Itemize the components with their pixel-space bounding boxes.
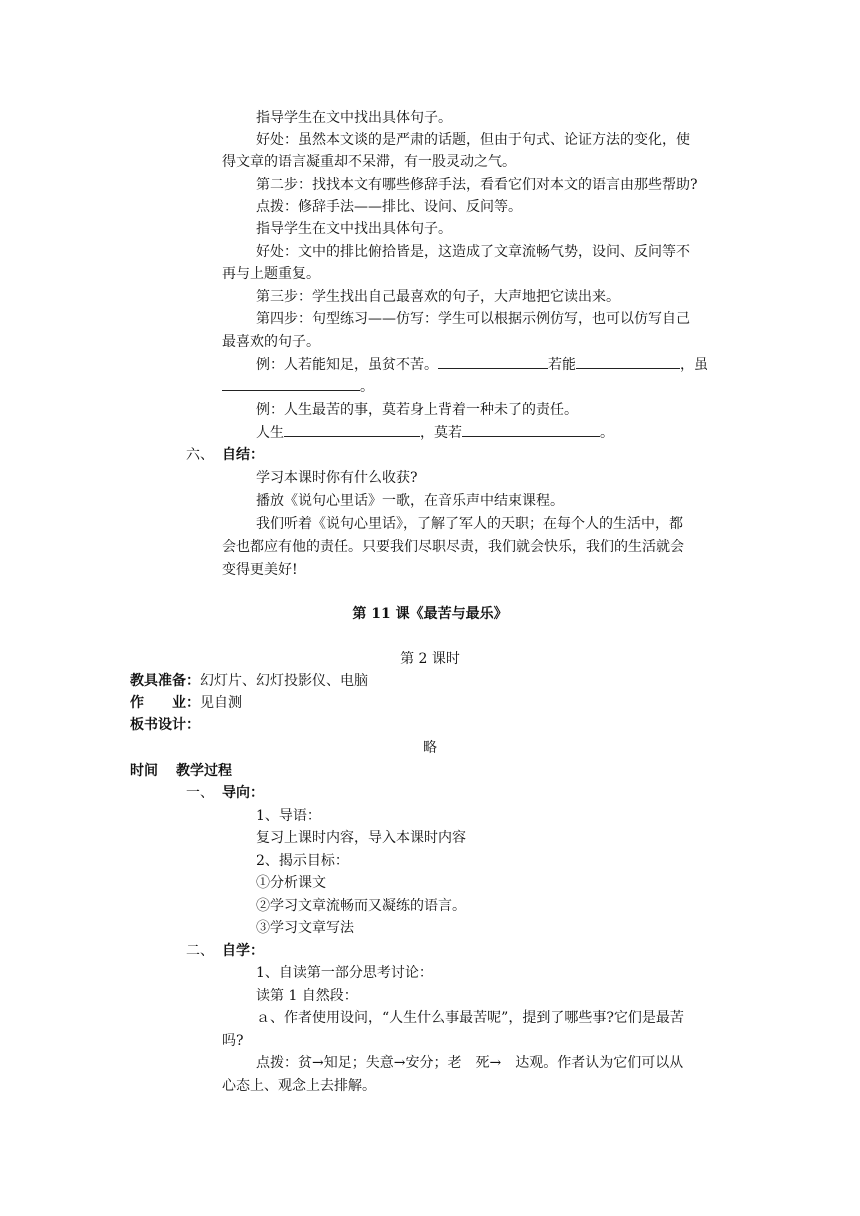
text-line: 2、揭示目标： — [256, 853, 349, 869]
text-line: 变得更美好! — [222, 562, 298, 578]
text-line: 会也都应有他的责任。只要我们尽职尽责，我们就会快乐，我们的生活就会 — [222, 539, 684, 555]
example-line-1-cont — [222, 376, 374, 398]
text-line: ②学习文章流畅而又凝练的语言。 — [256, 898, 466, 914]
section-heading: 导向： — [222, 785, 264, 801]
homework-row — [130, 692, 242, 714]
tools-label: 教具准备： — [130, 673, 200, 689]
text-line: 复习上课时内容，导入本课时内容 — [256, 830, 466, 846]
text-line: 1、导语： — [256, 808, 321, 824]
text-line: 吗? — [222, 1033, 244, 1049]
text-line: 指导学生在文中找出具体句子。 — [256, 221, 452, 237]
text-line: 再与上题重复。 — [222, 266, 320, 282]
text-line: 好处：文中的排比俯拾皆是，这造成了文章流畅气势，设问、反问等不 — [256, 244, 690, 260]
fill-blank — [462, 422, 600, 437]
fill-blank — [284, 422, 420, 437]
board-label: 板书设计： — [130, 717, 200, 733]
text-line: 点拨：贫→知足；失意→安分；老 死→ 达观。作者认为它们可以从 — [256, 1055, 684, 1071]
lesson-period: 第 2 课时 — [400, 651, 460, 667]
text-line: 心态上、观念上去排解。 — [222, 1078, 376, 1094]
example-text: ，虽 — [680, 357, 708, 373]
tools-value: 幻灯片、幻灯投影仪、电脑 — [200, 673, 368, 689]
example-text: 人生 — [256, 425, 284, 441]
example-text: 。 — [360, 379, 374, 395]
text-line: 指导学生在文中找出具体句子。 — [256, 110, 452, 126]
text-line: 1、自读第一部分思考讨论： — [256, 965, 433, 981]
text-line: ③学习文章写法 — [256, 920, 354, 936]
lesson-title: 第 11 课《最苦与最乐》 — [352, 606, 508, 622]
example-line-2: 例：人生最苦的事，莫若身上背着一种未了的责任。 — [256, 402, 578, 418]
process-time: 时间 — [130, 763, 158, 779]
example-line-1 — [256, 354, 708, 376]
text-line: 好处：虽然本文谈的是严肃的话题，但由于句式、论证方法的变化，使 — [256, 132, 690, 148]
fill-blank — [576, 354, 680, 369]
example-line-3 — [256, 422, 614, 444]
section-number: 二、 — [186, 943, 214, 959]
section-number: 一、 — [186, 785, 214, 801]
text-line: 学习本课时你有什么收获? — [256, 470, 418, 486]
example-text: 若能 — [548, 357, 576, 373]
section-number: 六、 — [186, 447, 214, 463]
text-line: 第四步：句型练习——仿写：学生可以根据示例仿写，也可以仿写自己 — [256, 311, 690, 327]
section-heading: 自学： — [222, 943, 264, 959]
fill-blank — [222, 376, 360, 391]
fill-blank — [438, 354, 548, 369]
tools-row — [130, 670, 368, 692]
example-text: 。 — [600, 425, 614, 441]
text-line: 得文章的语言凝重却不呆滞，有一股灵动之气。 — [222, 154, 516, 170]
homework-value: 见自测 — [200, 695, 242, 711]
process-label: 教学过程 — [176, 763, 232, 779]
example-text: 例：人若能知足，虽贫不苦。 — [256, 357, 438, 373]
text-line: 第二步：找找本文有哪些修辞手法，看看它们对本文的语言由那些帮助? — [256, 177, 698, 193]
homework-label: 作 业： — [130, 695, 200, 711]
text-line: 第三步：学生找出自己最喜欢的句子，大声地把它读出来。 — [256, 289, 620, 305]
text-line: 我们听着《说句心里话》，了解了军人的天职；在每个人的生活中，都 — [256, 516, 683, 532]
text-line: ①分析课文 — [256, 875, 326, 891]
text-line: 点拨：修辞手法——排比、设问、反问等。 — [256, 199, 522, 215]
board-value: 略 — [423, 740, 437, 756]
section-heading: 自结： — [222, 447, 264, 463]
text-line: ａ、作者使用设问，“人生什么事最苦呢”，提到了哪些事?它们是最苦 — [256, 1010, 684, 1026]
example-text: ，莫若 — [420, 425, 462, 441]
text-line: 读第 1 自然段： — [256, 988, 358, 1004]
text-line: 最喜欢的句子。 — [222, 334, 320, 350]
text-line: 播放《说句心里话》一歌，在音乐声中结束课程。 — [256, 493, 564, 509]
